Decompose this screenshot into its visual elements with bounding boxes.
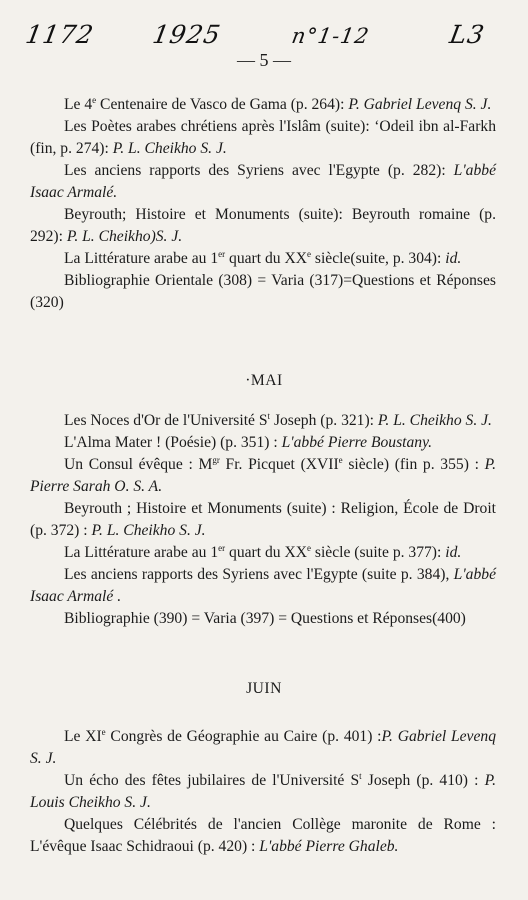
- entry-author: P. Louis Cheikho S. J.: [30, 772, 496, 811]
- entry-title: Quelques Célébrités de l'ancien Collège maronite de Rome : L'évêque Isaac Schidraoui (p. 420) :: [30, 816, 496, 855]
- entry-author: id.: [441, 250, 462, 267]
- mai-entries: [30, 410, 496, 630]
- entry-title: La Littérature arabe au 1: [64, 544, 219, 561]
- entry-author: P. Pierre Sarah O. S. A.: [30, 456, 497, 495]
- superscript: e: [338, 454, 343, 465]
- toc-entry: [30, 248, 496, 270]
- entry-author: P. L. Cheikho)S. J.: [62, 228, 183, 245]
- entry-author: L'abbé Pierre Ghaleb.: [255, 838, 399, 855]
- entry-title: siècle(suite, p. 304):: [310, 250, 442, 267]
- toc-entry: [30, 94, 496, 116]
- entry-title: Beyrouth ; Histoire et Monuments (suite) : Religion, École de Droit (p. 372) :: [30, 500, 496, 539]
- superscript: t: [359, 770, 362, 781]
- juin-entries: [30, 726, 496, 858]
- entry-author: P. L. Cheikho S. J.: [87, 522, 206, 539]
- section-heading-juin: JUIN: [246, 680, 282, 697]
- entry-title: Joseph (p. 321):: [270, 412, 374, 429]
- handwritten-note-4: L3: [447, 20, 488, 49]
- entry-title: Les anciens rapports des Syriens avec l'Egypte (suite p. 384),: [64, 566, 450, 583]
- entry-title: Congrès de Géographie au Caire (p. 401) :: [105, 728, 382, 745]
- entry-title: Bibliographie (390) = Varia (397) = Questions et Réponses(400): [64, 610, 466, 627]
- handwritten-note-3: n°1-12: [289, 24, 372, 48]
- toc-entry: [30, 204, 496, 248]
- entry-title: Beyrouth; Histoire et Monuments (suite): Beyrouth romaine (p. 292):: [30, 206, 496, 245]
- toc-entry: [30, 542, 496, 564]
- entry-title: quart du XX: [225, 544, 307, 561]
- entry-title: Les Poètes arabes chrétiens après l'Islâm (suite): ‘Odeil ibn al-Farkh (fin, p. 274):: [30, 118, 496, 157]
- entry-title: Les Noces d'Or de l'Université S: [64, 412, 268, 429]
- toc-entry: [30, 432, 496, 454]
- entry-author: P. Gabriel Levenq S. J.: [344, 96, 492, 113]
- toc-entry: [30, 160, 496, 204]
- toc-entry: [30, 770, 496, 814]
- superscript: t: [267, 410, 271, 421]
- entry-title: Centenaire de Vasco de Gama (p. 264):: [96, 96, 345, 113]
- toc-entry: [30, 726, 496, 770]
- entry-title: Bibliographie Orientale (308) = Varia (317)=Questions et Réponses (320): [30, 272, 496, 311]
- superscript: e: [306, 248, 311, 259]
- entry-author: L'abbé Pierre Boustany.: [277, 434, 433, 451]
- entry-title: Joseph (p. 410) :: [361, 772, 479, 789]
- handwritten-note-1: 1172: [23, 20, 97, 49]
- entry-title: Fr. Picquet (XVII: [219, 456, 339, 473]
- entry-title: Un Consul évêque : M: [64, 456, 213, 473]
- toc-entry: [30, 454, 496, 498]
- toc-entry: [30, 608, 496, 630]
- entry-author: P. Gabriel Levenq S. J.: [30, 728, 496, 767]
- toc-entry: [30, 410, 496, 432]
- toc-entry: [30, 814, 496, 858]
- entry-title: L'Alma Mater ! (Poésie) (p. 351) :: [64, 434, 278, 451]
- superscript: e: [92, 94, 97, 105]
- entry-title: siècle (suite p. 377):: [310, 544, 442, 561]
- superscript: e: [101, 726, 106, 737]
- section-heading-mai: ·MAI: [245, 372, 283, 389]
- entry-title: Le 4: [64, 96, 93, 113]
- entry-title: Le XI: [64, 728, 102, 745]
- superscript: e: [306, 542, 311, 553]
- entry-title: siècle) (fin p. 355) :: [342, 456, 479, 473]
- handwritten-note-2: 1925: [150, 20, 224, 49]
- entry-author: L'abbé Isaac Armalé.: [30, 162, 496, 201]
- avril-entries: [30, 94, 496, 314]
- toc-entry: [30, 498, 496, 542]
- toc-entry: [30, 116, 496, 160]
- entry-title: quart du XX: [225, 250, 307, 267]
- superscript: er: [218, 542, 226, 553]
- entry-author: P. L. Cheikho S. J.: [374, 412, 492, 429]
- page-number: — 5 —: [237, 50, 291, 70]
- superscript: gr: [212, 454, 220, 465]
- entry-author: id.: [441, 544, 462, 561]
- toc-entry: [30, 270, 496, 314]
- entry-title: Les anciens rapports des Syriens avec l'Egypte (p. 282):: [64, 162, 446, 179]
- entry-author: L'abbé Isaac Armalé .: [30, 566, 496, 605]
- toc-entry: [30, 564, 496, 608]
- entry-title: Un écho des fêtes jubilaires de l'Université S: [64, 772, 360, 789]
- superscript: er: [218, 248, 226, 259]
- entry-title: La Littérature arabe au 1: [64, 250, 219, 267]
- entry-author: P. L. Cheikho S. J.: [108, 140, 227, 157]
